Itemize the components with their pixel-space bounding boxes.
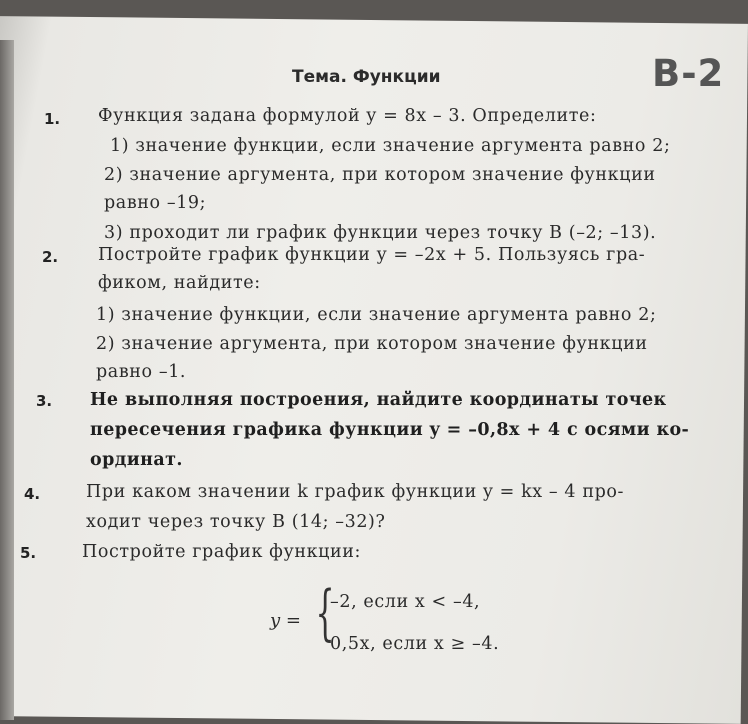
task-1-line: Функция задана формулой y = 8x – 3. Определите:: [98, 106, 597, 126]
task-2-number: 2.: [42, 248, 59, 266]
piecewise-brace: {: [315, 578, 335, 648]
task-3-line: пересечения графика функции y = –0,8x + 4 с осями ко-: [90, 420, 690, 440]
task-3-line: Не выполняя построения, найдите координаты точек: [90, 390, 667, 410]
piecewise-lhs: y =: [270, 610, 301, 631]
task-1-line: 3) проходит ли график функции через точку B (–2; –13).: [104, 223, 657, 243]
page-edge-shadow: [0, 40, 14, 720]
task-5-number: 5.: [20, 544, 37, 562]
variant-label: В-2: [652, 52, 725, 95]
task-3-number: 3.: [36, 392, 53, 410]
task-4-line: ходит через точку B (14; –32)?: [86, 512, 386, 532]
task-1-number: 1.: [44, 110, 61, 128]
piecewise-case-2: 0,5x, если x ≥ –4.: [330, 634, 500, 654]
task-2-line: 1) значение функции, если значение аргумента равно 2;: [96, 305, 657, 325]
task-1-line: равно –19;: [104, 193, 207, 213]
worksheet-title: Тема. Функции: [292, 67, 441, 87]
task-5-line: Постройте график функции:: [82, 542, 362, 562]
task-2-line: фиком, найдите:: [98, 273, 261, 293]
task-1-line: 1) значение функции, если значение аргумента равно 2;: [110, 136, 671, 156]
task-1-line: 2) значение аргумента, при котором значение функции: [104, 165, 656, 185]
task-2-line: равно –1.: [96, 362, 187, 382]
piecewise-case-1: –2, если x < –4,: [330, 592, 481, 612]
task-4-number: 4.: [24, 485, 41, 503]
task-3-line: ординат.: [90, 450, 183, 470]
task-2-line: 2) значение аргумента, при котором значение функции: [96, 334, 648, 354]
task-2-line: Постройте график функции y = –2x + 5. Пользуясь гра-: [98, 245, 646, 265]
task-4-line: При каком значении k график функции y = kx – 4 про-: [86, 482, 625, 502]
